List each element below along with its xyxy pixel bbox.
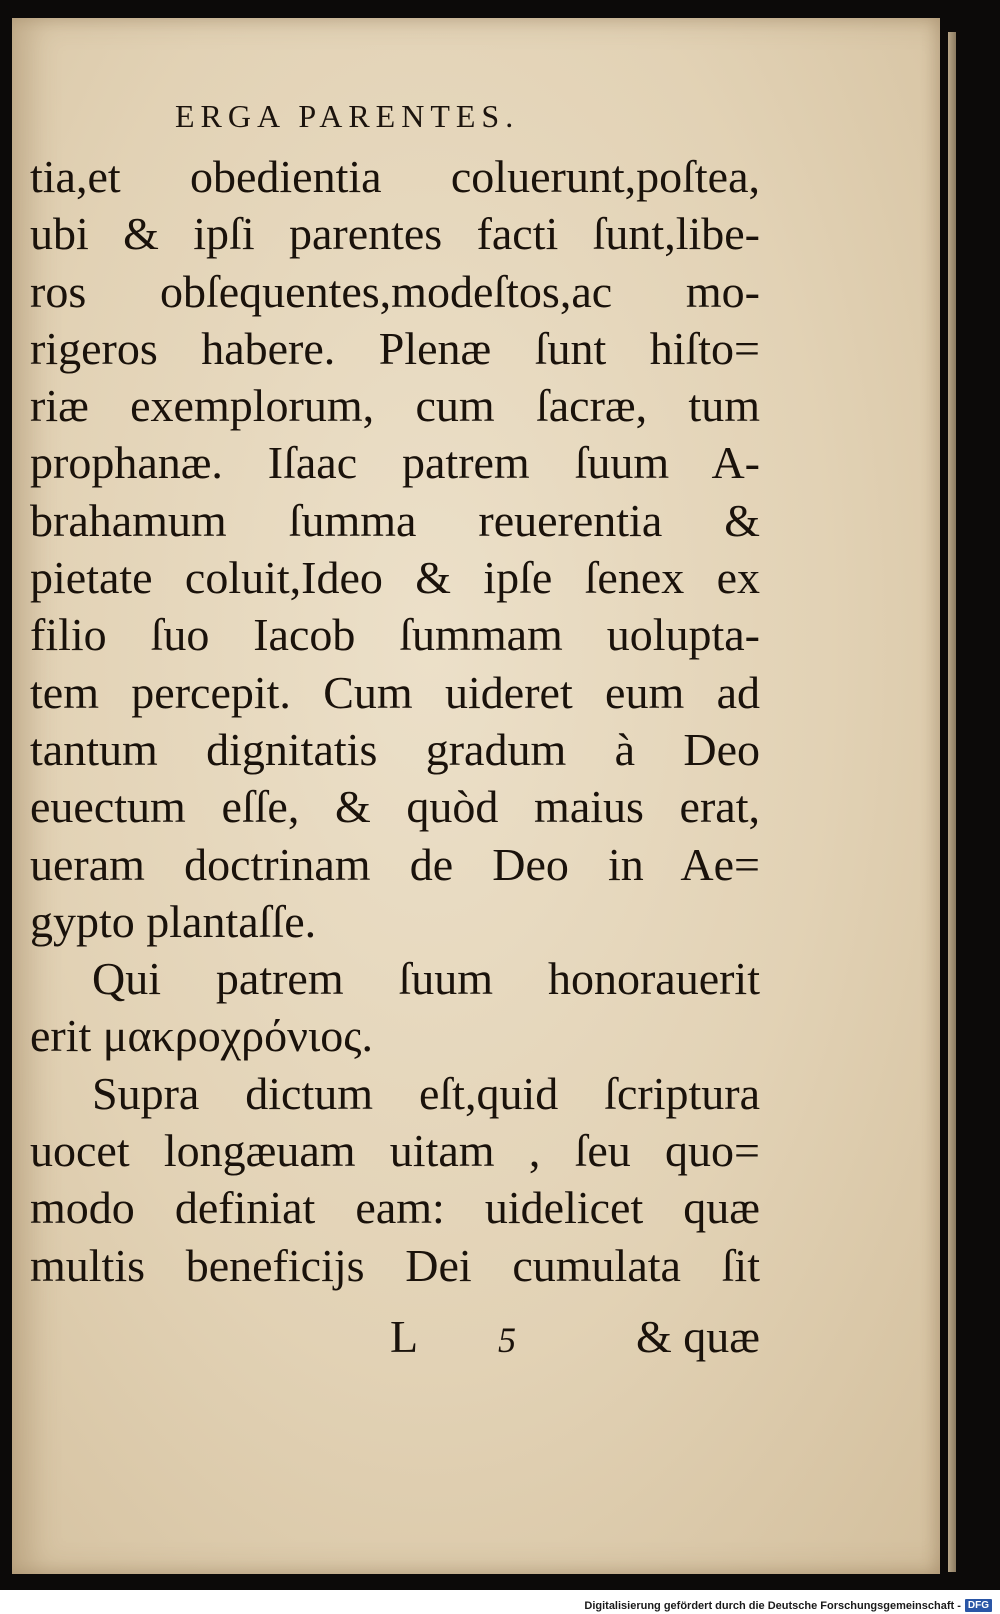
page-edge bbox=[948, 32, 956, 1572]
text-line: riæ exemplorum, cum ſacræ, tum bbox=[30, 380, 760, 432]
signature-mark: L bbox=[390, 1311, 419, 1362]
dfg-logo: DFG bbox=[965, 1599, 992, 1612]
text-line: Supra dictum eſt,quid ſcriptura bbox=[92, 1067, 760, 1119]
running-head: ERGA PARENTES. bbox=[175, 98, 520, 134]
text-line: tantum dignitatis gradum à Deo bbox=[30, 723, 760, 775]
text-line: modo definiat eam: uidelicet quæ bbox=[30, 1182, 760, 1234]
signature-line bbox=[30, 1310, 760, 1370]
text-line: tia,et obedientia coluerunt,poſtea, bbox=[30, 151, 760, 202]
text-line: prophanæ. Iſaac patrem ſuum A- bbox=[30, 437, 760, 489]
text-line: multis beneficijs Dei cumulata ſit bbox=[30, 1239, 760, 1291]
text-line: uocet longæuam uitam , ſeu quo= bbox=[30, 1125, 760, 1177]
signature-number: 5 bbox=[498, 1320, 516, 1360]
text-line: gypto plantaſſe. bbox=[30, 895, 317, 947]
text-line: ubi & ipſi parentes facti ſunt,libe- bbox=[30, 208, 760, 260]
text-line: euectum eſſe, & quòd maius erat, bbox=[30, 781, 760, 833]
text-line: rigeros habere. Plenæ ſunt hiſto= bbox=[30, 322, 760, 374]
text-line: ros obſequentes,modeſtos,ac mo- bbox=[30, 265, 760, 317]
credit-text: Digitalisierung gefördert durch die Deutsche Forschungsgemeinschaft - bbox=[584, 1599, 961, 1612]
text-line: filio ſuo Iacob ſummam uolupta- bbox=[30, 609, 760, 661]
text-line: tem percepit. Cum uideret eum ad bbox=[30, 666, 760, 718]
digitization-credit bbox=[584, 1599, 992, 1612]
body-text bbox=[30, 148, 760, 1294]
catchword: & quæ bbox=[636, 1311, 760, 1362]
text-line: ueram doctrinam de Deo in Ae= bbox=[30, 838, 760, 890]
heading-line: erit μακροχρόνιος. bbox=[30, 1010, 373, 1062]
text-line: brahamum ſumma reuerentia & bbox=[30, 494, 760, 546]
heading-line: Qui patrem ſuum honorauerit bbox=[92, 953, 760, 1005]
text-line: pietate coluit,Ideo & ipſe ſenex ex bbox=[30, 552, 760, 604]
